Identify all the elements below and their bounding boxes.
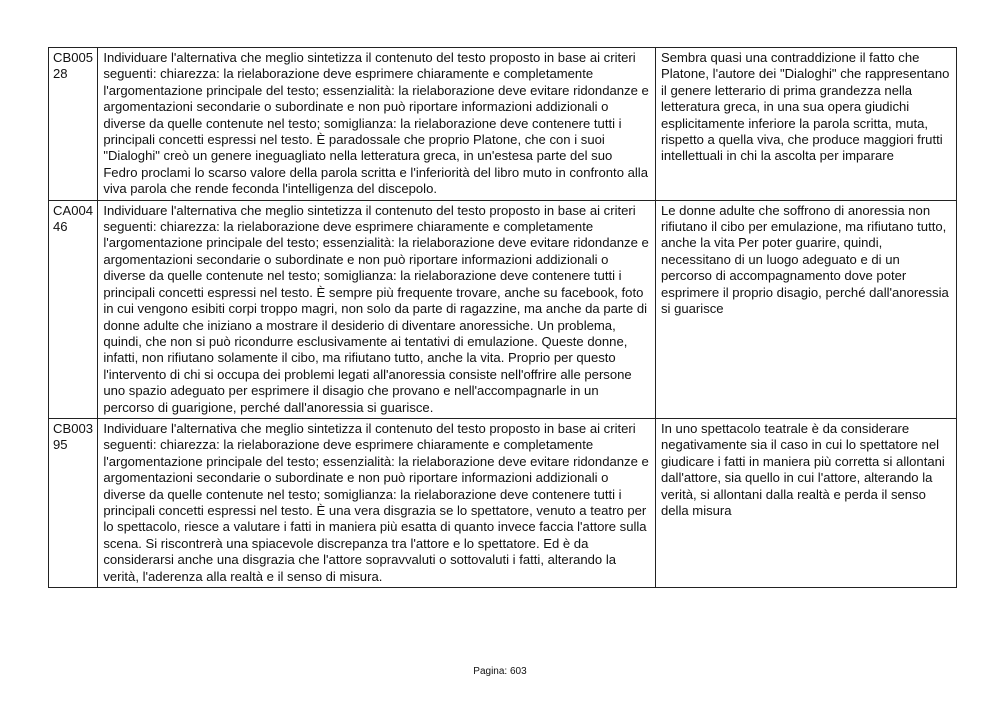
question-text: Individuare l'alternativa che meglio sintetizza il contenuto del testo proposto in base ai criteri seguenti: chiarezza: la rielaborazione deve esprimere chiaramente e completamente l'argomentazione principale del testo; essenzialità: la rielaborazione deve evitare ridondanze e argomentazioni secondarie o subordinate e non può riportare informazioni addizionali o diverse da quelle contenute nel testo; somiglianza: la rielaborazione deve contenere tutti i principali concetti espressi nel testo. È paradossale che proprio Platone, che con i suoi "Dialoghi" creò un genere ineguagliato nella letteratura greca, in un'estesa parte del suo Fedro proclami lo scarso valore della parola scritta e l'inferiorità del libro muto in confronto alla viva parola che rende feconda l'intelligenza del discepolo. [98, 48, 656, 201]
question-text: Individuare l'alternativa che meglio sintetizza il contenuto del testo proposto in base ai criteri seguenti: chiarezza: la rielaborazione deve esprimere chiaramente e completamente l'argomentazione principale del testo; essenzialità: la rielaborazione deve evitare ridondanze e argomentazioni secondarie o subordinate e non può riportare informazioni addizionali o diverse da quelle contenute nel testo; somiglianza: la rielaborazione deve contenere tutti i principali concetti espressi nel testo. È sempre più frequente trovare, anche su facebook, foto in cui vengono esibiti corpi troppo magri, non solo da parte di ragazzine, ma anche da parte di donne adulte che iniziano a mostrare il desiderio di diventare anoressiche. Un problema, quindi, che non si può ricondurre esclusivamente ai tentativi di emulazione. Queste donne, infatti, non rifiutano solamente il cibo, ma rifiutano tutto, anche la vita. Proprio per questo l'intervento di chi si occupa dei problemi legati all'anoressia consiste nell'offrire alle persone uno spazio adeguato per esprimere il disagio che provano e nell'accompagnarle in un percorso di guarigione, perché dall'anoressia si guarisce. [98, 200, 656, 418]
question-code: CB00395 [49, 418, 98, 587]
answer-text: Sembra quasi una contraddizione il fatto che Platone, l'autore dei "Dialoghi" che rappresentano il genere letterario di prima grandezza nella letteratura greca, in una sua opera giudichi esplicitamente inferiore la parola scritta, muta, rispetto a quella viva, che produce maggiori frutti intellettuali in chi la ascolta per imparare [655, 48, 956, 201]
answer-text: In uno spettacolo teatrale è da considerare negativamente sia il caso in cui lo spettatore nel giudicare i fatti in maniera più corretta si allontani dall'attore, sia quello in cui l'attore, alterando la verità, si allontani dalla realtà e perda il senso della misura [655, 418, 956, 587]
page-number: Pagina: 603 [473, 666, 527, 677]
table-row [49, 48, 957, 201]
questions-table [48, 47, 957, 588]
question-code: CB00528 [49, 48, 98, 201]
answer-text: Le donne adulte che soffrono di anoressia non rifiutano il cibo per emulazione, ma rifiutano tutto, anche la vita Per poter guarire, quindi, necessitano di un luogo adeguato e di un percorso di accompagnamento dove poter esprimere il proprio disagio, perché dall'anoressia si guarisce [655, 200, 956, 418]
question-text: Individuare l'alternativa che meglio sintetizza il contenuto del testo proposto in base ai criteri seguenti: chiarezza: la rielaborazione deve esprimere chiaramente e completamente l'argomentazione principale del testo; essenzialità: la rielaborazione deve evitare ridondanze e argomentazioni secondarie o subordinate e non può riportare informazioni addizionali o diverse da quelle contenute nel testo; somiglianza: la rielaborazione deve contenere tutti i principali concetti espressi nel testo. È una vera disgrazia se lo spettatore, venuto a teatro per lo spettacolo, riesce a valutare i fatti in maniera più esatta di quanto invece faccia l'attore sulla scena. Si riscontrerà una spiacevole discrepanza tra l'attore e lo spettatore. Ed è da considerarsi anche una disgrazia che l'attore sopravvaluti o sottovaluti i fatti, alterando la verità, l'aderenza alla realtà e il senso di misura. [98, 418, 656, 587]
question-code: CA00446 [49, 200, 98, 418]
table-row [49, 200, 957, 418]
table-row [49, 418, 957, 587]
